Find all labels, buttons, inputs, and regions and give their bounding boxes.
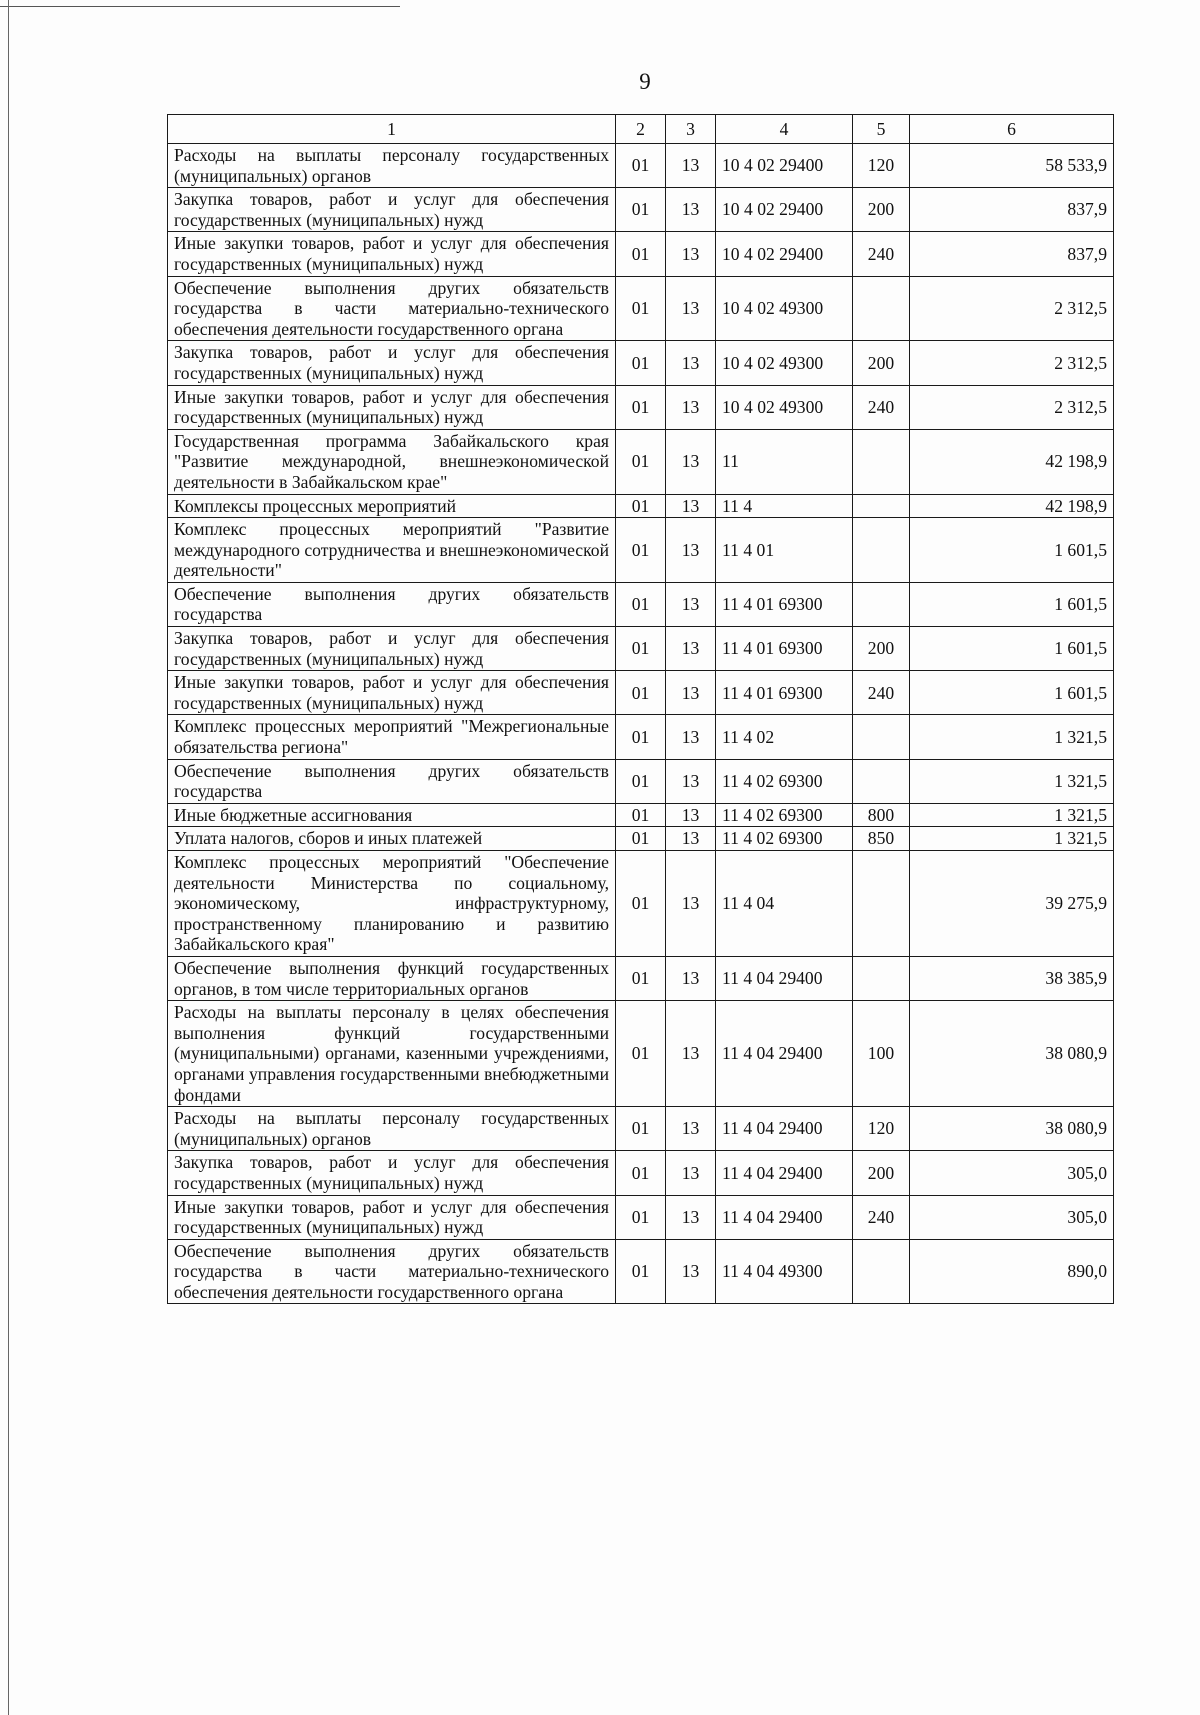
table-row <box>168 1107 1114 1151</box>
row-subsection: 13 <box>666 276 716 341</box>
row-amount: 1 601,5 <box>910 671 1114 715</box>
row-amount: 58 533,9 <box>910 144 1114 188</box>
row-expense-type: 200 <box>853 1151 910 1195</box>
row-expense-type: 240 <box>853 385 910 429</box>
row-target-code: 11 4 04 29400 <box>716 1107 853 1151</box>
row-section: 01 <box>616 1239 666 1304</box>
row-section: 01 <box>616 518 666 583</box>
row-section: 01 <box>616 494 666 518</box>
row-amount: 1 601,5 <box>910 627 1114 671</box>
table-row <box>168 429 1114 494</box>
col-header-5: 5 <box>853 115 910 144</box>
table-row <box>168 341 1114 385</box>
col-header-3: 3 <box>666 115 716 144</box>
row-name: Обеспечение выполнения функций государственных органов, в том числе территориальных органов <box>168 956 616 1000</box>
row-name: Обеспечение выполнения других обязательств государства в части материально-технического обеспечения деятельности государственного органа <box>168 276 616 341</box>
row-section: 01 <box>616 144 666 188</box>
row-subsection: 13 <box>666 188 716 232</box>
row-target-code: 11 4 02 69300 <box>716 803 853 827</box>
table-row <box>168 144 1114 188</box>
table-row <box>168 582 1114 626</box>
table-row <box>168 1239 1114 1304</box>
row-expense-type: 200 <box>853 341 910 385</box>
row-section: 01 <box>616 385 666 429</box>
table-row <box>168 1001 1114 1107</box>
row-amount: 38 080,9 <box>910 1107 1114 1151</box>
row-section: 01 <box>616 759 666 803</box>
page-number: 9 <box>639 69 651 94</box>
row-name: Обеспечение выполнения других обязательств государства <box>168 759 616 803</box>
row-section: 01 <box>616 627 666 671</box>
row-expense-type: 800 <box>853 803 910 827</box>
row-amount: 1 321,5 <box>910 715 1114 759</box>
row-name: Иные закупки товаров, работ и услуг для обеспечения государственных (муниципальных) нужд <box>168 671 616 715</box>
row-amount: 837,9 <box>910 188 1114 232</box>
row-section: 01 <box>616 341 666 385</box>
scan-top-rule <box>0 6 400 7</box>
row-name: Иные закупки товаров, работ и услуг для обеспечения государственных (муниципальных) нужд <box>168 385 616 429</box>
row-expense-type <box>853 518 910 583</box>
table-row <box>168 671 1114 715</box>
row-name: Комплекс процессных мероприятий "Развитие международного сотрудничества и внешнеэкономической деятельности" <box>168 518 616 583</box>
row-section: 01 <box>616 582 666 626</box>
row-subsection: 13 <box>666 1001 716 1107</box>
row-target-code: 11 4 <box>716 494 853 518</box>
col-header-1: 1 <box>168 115 616 144</box>
row-section: 01 <box>616 232 666 276</box>
row-name: Уплата налогов, сборов и иных платежей <box>168 827 616 851</box>
row-section: 01 <box>616 188 666 232</box>
row-target-code: 10 4 02 29400 <box>716 188 853 232</box>
row-subsection: 13 <box>666 1239 716 1304</box>
row-target-code: 11 4 01 <box>716 518 853 583</box>
row-target-code: 11 4 04 29400 <box>716 956 853 1000</box>
table-body <box>168 144 1114 1304</box>
row-name: Комплекс процессных мероприятий "Межрегиональные обязательства региона" <box>168 715 616 759</box>
row-expense-type: 100 <box>853 1001 910 1107</box>
row-name: Расходы на выплаты персоналу государственных (муниципальных) органов <box>168 144 616 188</box>
row-expense-type: 850 <box>853 827 910 851</box>
table-row <box>168 385 1114 429</box>
row-subsection: 13 <box>666 759 716 803</box>
row-subsection: 13 <box>666 803 716 827</box>
row-name: Государственная программа Забайкальского края "Развитие международной, внешнеэкономической деятельности в Забайкальском крае" <box>168 429 616 494</box>
row-section: 01 <box>616 1107 666 1151</box>
table-row <box>168 851 1114 957</box>
row-amount: 1 321,5 <box>910 827 1114 851</box>
row-subsection: 13 <box>666 851 716 957</box>
row-amount: 42 198,9 <box>910 494 1114 518</box>
row-expense-type <box>853 851 910 957</box>
row-amount: 2 312,5 <box>910 276 1114 341</box>
row-subsection: 13 <box>666 1195 716 1239</box>
row-amount: 38 385,9 <box>910 956 1114 1000</box>
row-expense-type: 120 <box>853 144 910 188</box>
table-row <box>168 803 1114 827</box>
row-section: 01 <box>616 803 666 827</box>
row-subsection: 13 <box>666 1107 716 1151</box>
row-name: Комплексы процессных мероприятий <box>168 494 616 518</box>
row-target-code: 11 4 04 49300 <box>716 1239 853 1304</box>
budget-table <box>167 114 1114 1304</box>
row-target-code: 11 4 02 <box>716 715 853 759</box>
row-expense-type <box>853 759 910 803</box>
row-target-code: 11 4 04 <box>716 851 853 957</box>
row-target-code: 11 4 01 69300 <box>716 671 853 715</box>
row-target-code: 10 4 02 29400 <box>716 144 853 188</box>
row-subsection: 13 <box>666 582 716 626</box>
row-section: 01 <box>616 715 666 759</box>
row-section: 01 <box>616 827 666 851</box>
row-target-code: 10 4 02 49300 <box>716 385 853 429</box>
row-subsection: 13 <box>666 494 716 518</box>
col-header-4: 4 <box>716 115 853 144</box>
row-target-code: 11 4 02 69300 <box>716 759 853 803</box>
row-name: Расходы на выплаты персоналу в целях обеспечения выполнения функций государственными (муниципальными) органами, казенными учреждениями, органами управления государственными внебюджетными фондами <box>168 1001 616 1107</box>
row-section: 01 <box>616 276 666 341</box>
row-subsection: 13 <box>666 144 716 188</box>
row-name: Расходы на выплаты персоналу государственных (муниципальных) органов <box>168 1107 616 1151</box>
row-target-code: 11 4 04 29400 <box>716 1195 853 1239</box>
row-subsection: 13 <box>666 671 716 715</box>
row-target-code: 10 4 02 49300 <box>716 341 853 385</box>
table-row <box>168 956 1114 1000</box>
row-name: Закупка товаров, работ и услуг для обеспечения государственных (муниципальных) нужд <box>168 627 616 671</box>
row-target-code: 11 4 04 29400 <box>716 1151 853 1195</box>
row-target-code: 11 4 04 29400 <box>716 1001 853 1107</box>
row-expense-type: 240 <box>853 671 910 715</box>
row-expense-type <box>853 1239 910 1304</box>
row-subsection: 13 <box>666 827 716 851</box>
row-amount: 837,9 <box>910 232 1114 276</box>
row-amount: 38 080,9 <box>910 1001 1114 1107</box>
row-section: 01 <box>616 429 666 494</box>
table-row <box>168 518 1114 583</box>
row-target-code: 11 4 02 69300 <box>716 827 853 851</box>
row-name: Обеспечение выполнения других обязательств государства <box>168 582 616 626</box>
row-amount: 305,0 <box>910 1195 1114 1239</box>
row-section: 01 <box>616 1001 666 1107</box>
row-expense-type <box>853 276 910 341</box>
row-target-code: 10 4 02 29400 <box>716 232 853 276</box>
row-name: Закупка товаров, работ и услуг для обеспечения государственных (муниципальных) нужд <box>168 1151 616 1195</box>
row-amount: 1 321,5 <box>910 803 1114 827</box>
row-amount: 890,0 <box>910 1239 1114 1304</box>
row-section: 01 <box>616 671 666 715</box>
row-target-code: 11 4 01 69300 <box>716 582 853 626</box>
row-section: 01 <box>616 1151 666 1195</box>
col-header-2: 2 <box>616 115 666 144</box>
row-name: Иные закупки товаров, работ и услуг для обеспечения государственных (муниципальных) нужд <box>168 1195 616 1239</box>
table-row <box>168 627 1114 671</box>
row-amount: 1 601,5 <box>910 582 1114 626</box>
row-section: 01 <box>616 1195 666 1239</box>
row-subsection: 13 <box>666 429 716 494</box>
row-subsection: 13 <box>666 518 716 583</box>
table-row <box>168 715 1114 759</box>
row-amount: 2 312,5 <box>910 385 1114 429</box>
row-subsection: 13 <box>666 341 716 385</box>
row-target-code: 11 <box>716 429 853 494</box>
row-expense-type: 240 <box>853 1195 910 1239</box>
row-expense-type: 120 <box>853 1107 910 1151</box>
row-name: Иные закупки товаров, работ и услуг для обеспечения государственных (муниципальных) нужд <box>168 232 616 276</box>
row-name: Комплекс процессных мероприятий "Обеспечение деятельности Министерства по социальному, экономическому, инфраструктурному, пространственному планированию и развитию Забайкальского края" <box>168 851 616 957</box>
row-name: Обеспечение выполнения других обязательств государства в части материально-технического обеспечения деятельности государственного органа <box>168 1239 616 1304</box>
row-amount: 39 275,9 <box>910 851 1114 957</box>
row-expense-type: 200 <box>853 188 910 232</box>
table-row <box>168 759 1114 803</box>
row-amount: 1 601,5 <box>910 518 1114 583</box>
col-header-6: 6 <box>910 115 1114 144</box>
row-subsection: 13 <box>666 715 716 759</box>
row-subsection: 13 <box>666 1151 716 1195</box>
table-row <box>168 188 1114 232</box>
row-target-code: 11 4 01 69300 <box>716 627 853 671</box>
table-row <box>168 232 1114 276</box>
table-row <box>168 827 1114 851</box>
row-subsection: 13 <box>666 956 716 1000</box>
table-row <box>168 1195 1114 1239</box>
row-expense-type <box>853 582 910 626</box>
row-name: Закупка товаров, работ и услуг для обеспечения государственных (муниципальных) нужд <box>168 188 616 232</box>
table-row <box>168 276 1114 341</box>
row-amount: 305,0 <box>910 1151 1114 1195</box>
row-expense-type: 240 <box>853 232 910 276</box>
table-row <box>168 1151 1114 1195</box>
row-expense-type <box>853 956 910 1000</box>
row-name: Закупка товаров, работ и услуг для обеспечения государственных (муниципальных) нужд <box>168 341 616 385</box>
row-target-code: 10 4 02 49300 <box>716 276 853 341</box>
row-amount: 2 312,5 <box>910 341 1114 385</box>
row-name: Иные бюджетные ассигнования <box>168 803 616 827</box>
table-header-row <box>168 115 1114 144</box>
row-subsection: 13 <box>666 385 716 429</box>
scan-left-edge <box>8 0 9 1715</box>
row-amount: 1 321,5 <box>910 759 1114 803</box>
row-subsection: 13 <box>666 627 716 671</box>
row-section: 01 <box>616 956 666 1000</box>
row-amount: 42 198,9 <box>910 429 1114 494</box>
row-expense-type <box>853 494 910 518</box>
table-row <box>168 494 1114 518</box>
row-expense-type <box>853 715 910 759</box>
row-expense-type: 200 <box>853 627 910 671</box>
row-section: 01 <box>616 851 666 957</box>
row-subsection: 13 <box>666 232 716 276</box>
row-expense-type <box>853 429 910 494</box>
